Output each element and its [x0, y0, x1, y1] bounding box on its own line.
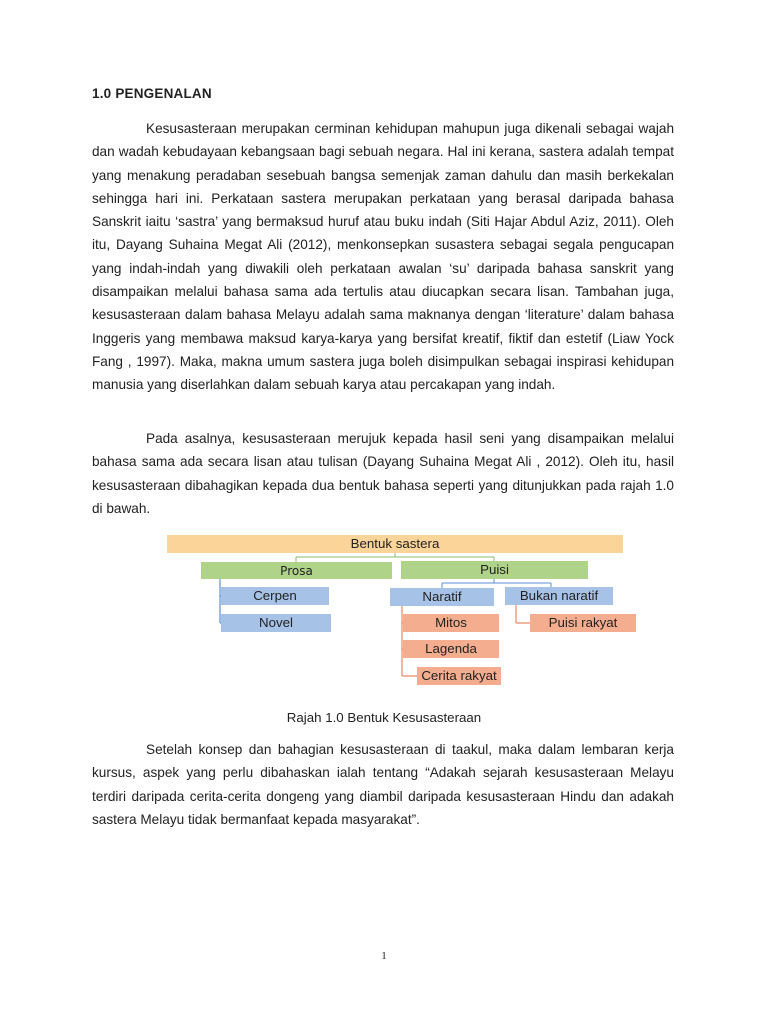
diagram-node-bentuk-sastera: Bentuk sastera [167, 535, 623, 553]
diagram-node-puisi: Puisi [401, 561, 588, 579]
paragraph-intro: Kesusasteraan merupakan cerminan kehidupan mahupun juga dikenali sebagai wajah dan wadah kebudayaan kebangsaan bagi sebuah negara. Hal ini kerana, sastera adalah tempat yang menakung peradaban sesebuah bangsa semenjak zaman dahulu dan masih berkekalan sehingga hari ini. Perkataan sastera merupakan perkataan yang berasal daripada bahasa Sanskrit iaitu ‘sastra’ yang bermaksud huruf atau buku indah (Siti Hajar Abdul Aziz, 2011). Oleh itu, Dayang Suhaina Megat Ali (2012), menkonsepkan susastera sebagai segala pengucapan yang indah-indah yang diwakili oleh perkataan awalan ‘su’ daripada bahasa sanskrit yang disampaikan melalui bahasa sama ada tertulis atau diucapkan secara lisan. Tambahan juga, kesusasteraan dalam bahasa Melayu adalah sama maknanya dengan ‘literature’ dalam bahasa Inggeris yang membawa maksud karya-karya yang bersifat kreatif, fiktif dan estetif (Liaw Yock Fang , 1997). Maka, makna umum sastera juga boleh disimpulkan sebagai inspirasi kehidupan manusia yang diserlahkan dalam sebuah karya atau percakapan yang indah. [92, 121, 674, 393]
connector-bukan-naratif [516, 605, 530, 623]
diagram-node-puisi-rakyat: Puisi rakyat [530, 614, 636, 632]
diagram-node-cerpen: Cerpen [221, 587, 329, 605]
section-heading: 1.0 PENGENALAN [92, 86, 212, 101]
diagram-node-novel: Novel [221, 614, 331, 632]
paragraph-discussion: Setelah konsep dan bahagian kesusasteraan di taakul, maka dalam lembaran kerja kursus, aspek yang perlu dibahaskan ialah tentang “Adakah sejarah kesusasteraan Melayu terdiri daripada cerita-cerita dongeng yang diambil daripada kesusasteraan Hindu dan adakah sastera Melayu tidak bermanfaat kepada masyarakat”. [92, 742, 674, 827]
diagram-node-prosa: Prosa [201, 562, 392, 579]
diagram-node-mitos: Mitos [403, 614, 499, 632]
page-number: 1 [381, 950, 387, 962]
diagram-node-bukan-naratif: Bukan naratif [505, 587, 613, 605]
diagram-node-naratif: Naratif [390, 588, 494, 606]
diagram-node-lagenda: Lagenda [403, 640, 499, 658]
diagram-node-cerita-rakyat: Cerita rakyat [417, 667, 501, 685]
figure-caption: Rajah 1.0 Bentuk Kesusasteraan [286, 710, 482, 725]
paragraph-origin: Pada asalnya, kesusasteraan merujuk kepada hasil seni yang disampaikan melalui bahasa sama ada secara lisan atau tulisan (Dayang Suhaina Megat Ali , 2012). Oleh itu, hasil kesusasteraan dibahagikan kepada dua bentuk bahasa seperti yang ditunjukkan pada rajah 1.0 di bawah. [92, 431, 674, 516]
